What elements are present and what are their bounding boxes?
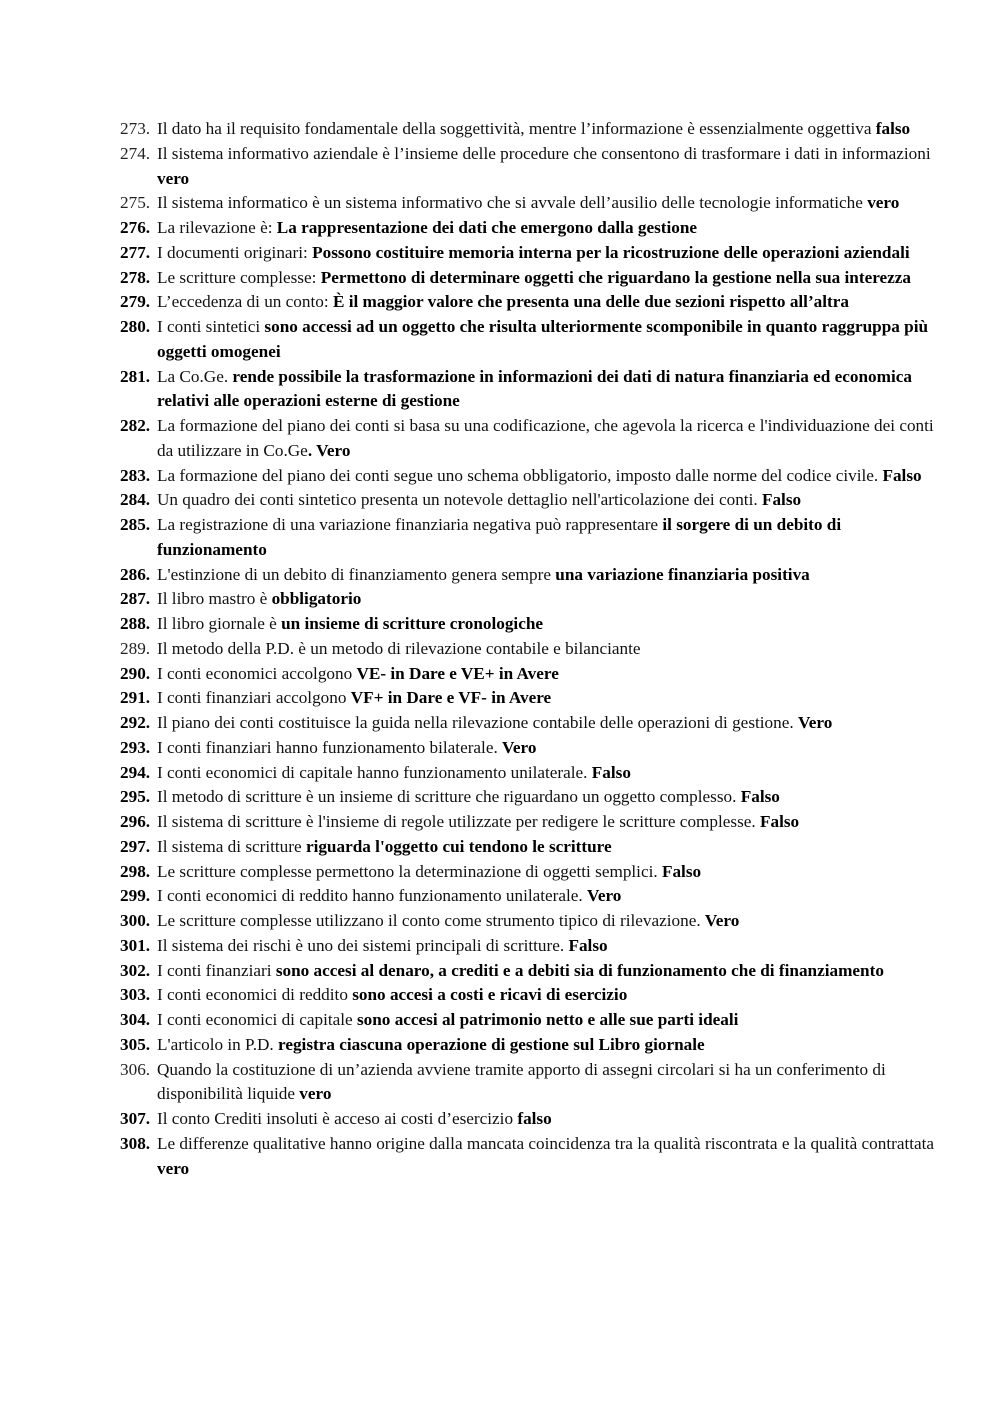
list-item xyxy=(120,761,950,786)
question-text: I documenti originari: xyxy=(157,242,313,262)
item-text xyxy=(157,365,950,415)
item-text xyxy=(157,1008,950,1033)
answer-text: VE- in Dare e VE+ in Avere xyxy=(356,663,559,683)
answer-text: vero xyxy=(299,1084,332,1104)
question-text: Il sistema di scritture è l'insieme di regole utilizzate per redigere le scritture complesse. xyxy=(157,812,760,831)
item-number: 278. xyxy=(120,267,151,287)
answer-text: sono accesi al denaro, a crediti e a debiti sia di funzionamento che di finanziamento xyxy=(275,960,884,980)
question-text: I conti economici di reddito hanno funzionamento unilaterale. xyxy=(157,886,588,906)
item-text xyxy=(157,117,950,142)
item-text xyxy=(157,1033,950,1058)
list-item xyxy=(120,216,950,241)
item-text xyxy=(157,959,950,984)
item-number: 293. xyxy=(120,737,151,757)
item-text xyxy=(157,662,950,687)
item-text xyxy=(157,513,950,563)
question-text: Il sistema informativo aziendale è l’insieme delle procedure che consentono di trasformare i dati in informazioni xyxy=(157,143,931,163)
question-text: Le scritture complesse: xyxy=(157,267,321,287)
question-text: La rilevazione è: xyxy=(157,218,277,237)
answer-text: falso xyxy=(875,119,911,138)
question-text: Le scritture complesse permettono la determinazione di oggetti semplici. xyxy=(157,861,662,881)
list-item xyxy=(120,934,950,959)
item-number: 285. xyxy=(120,515,151,534)
question-text: L'articolo in P.D. xyxy=(157,1034,279,1054)
list-item xyxy=(120,810,950,835)
question-text: I conti finanziari xyxy=(157,960,276,980)
question-text: Il sistema informatico è un sistema informativo che si avvale dell’ausilio delle tecnologie informatiche xyxy=(157,193,868,213)
item-number: 279. xyxy=(120,292,151,312)
list-item xyxy=(120,711,950,736)
question-text: I conti finanziari hanno funzionamento bilaterale. xyxy=(157,737,503,757)
question-text: I conti economici di capitale xyxy=(157,1010,357,1029)
list-item xyxy=(120,142,950,192)
list-item xyxy=(120,909,950,934)
answer-text: È il maggior valore che presenta una delle due sezioni rispetto all’altra xyxy=(332,292,849,312)
item-number: 299. xyxy=(120,886,151,906)
answer-text: sono accesi al patrimonio netto e alle sue parti ideali xyxy=(356,1010,739,1029)
list-item xyxy=(120,414,950,464)
list-item xyxy=(120,959,950,984)
item-text xyxy=(157,1058,950,1108)
answer-text: sono accesi a costi e ricavi di esercizio xyxy=(352,985,628,1005)
question-text: L’eccedenza di un conto: xyxy=(157,292,333,312)
item-number: 288. xyxy=(120,614,151,633)
item-text xyxy=(157,266,950,291)
item-number: 275. xyxy=(120,193,151,213)
list-item xyxy=(120,315,950,365)
item-number: 284. xyxy=(120,490,151,510)
answer-text: Vero xyxy=(704,911,740,930)
question-text: Il dato ha il requisito fondamentale della soggettività, mentre l’informazione è essenzialmente oggettiva xyxy=(157,119,876,138)
list-item xyxy=(120,1132,950,1182)
question-list xyxy=(120,117,950,1181)
question-text: Le differenze qualitative hanno origine dalla mancata coincidenza tra la qualità riscontrata e la qualità contrattata xyxy=(157,1133,935,1153)
item-text xyxy=(157,241,950,266)
question-text: Il conto Crediti insoluti è acceso ai costi d’esercizio xyxy=(157,1109,518,1128)
list-item xyxy=(120,563,950,588)
question-text: I conti economici di reddito xyxy=(157,985,353,1005)
answer-text: Falso xyxy=(740,787,780,807)
answer-text: registra ciascuna operazione di gestione sul Libro giornale xyxy=(278,1034,705,1054)
answer-text: Falso xyxy=(568,935,608,955)
item-number: 282. xyxy=(120,416,151,435)
item-number: 304. xyxy=(120,1010,151,1029)
item-text xyxy=(157,612,950,637)
item-text xyxy=(157,983,950,1008)
item-number: 280. xyxy=(120,317,151,336)
item-number: 307. xyxy=(120,1109,151,1128)
item-number: 289. xyxy=(120,638,151,658)
item-number: 297. xyxy=(120,836,151,856)
item-text xyxy=(157,711,950,736)
answer-text: . Vero xyxy=(307,440,351,460)
item-text xyxy=(157,785,950,810)
question-text: Il metodo della P.D. è un metodo di rilevazione contabile e bilanciante xyxy=(157,638,641,658)
answer-text: Falso xyxy=(591,762,631,782)
item-number: 283. xyxy=(120,465,151,485)
item-number: 277. xyxy=(120,242,151,262)
item-text xyxy=(157,414,950,464)
item-number: 274. xyxy=(120,143,151,163)
list-item xyxy=(120,1058,950,1108)
list-item xyxy=(120,241,950,266)
question-text: Il sistema di scritture xyxy=(157,836,306,856)
answer-text: il sorgere di un debito di funzionamento xyxy=(157,515,842,559)
answer-text: Permettono di determinare oggetti che riguardano la gestione nella sua interezza xyxy=(320,267,912,287)
item-number: 291. xyxy=(120,688,151,708)
list-item xyxy=(120,365,950,415)
list-item xyxy=(120,860,950,885)
item-text xyxy=(157,191,950,216)
question-text: La formazione del piano dei conti segue uno schema obbligatorio, imposto dalle norme del codice civile. xyxy=(157,465,883,485)
item-number: 276. xyxy=(120,218,151,237)
list-item xyxy=(120,117,950,142)
question-text: Il libro giornale è xyxy=(157,614,282,633)
answer-text: La rappresentazione dei dati che emergono dalla gestione xyxy=(276,218,698,237)
item-text xyxy=(157,835,950,860)
list-item xyxy=(120,488,950,513)
list-item xyxy=(120,662,950,687)
answer-text: vero xyxy=(157,168,190,188)
answer-text: obbligatorio xyxy=(271,589,362,609)
item-number: 303. xyxy=(120,985,151,1005)
question-text: La Co.Ge. xyxy=(157,366,233,386)
answer-text: una variazione finanziaria positiva xyxy=(555,564,810,584)
list-item xyxy=(120,1033,950,1058)
item-number: 273. xyxy=(120,119,151,138)
item-number: 294. xyxy=(120,762,151,782)
question-text: I conti sintetici xyxy=(157,317,265,336)
list-item xyxy=(120,983,950,1008)
question-text: Il metodo di scritture è un insieme di scritture che riguardano un oggetto complesso. xyxy=(157,787,741,807)
question-text: I conti economici accolgono xyxy=(157,663,357,683)
question-text: I conti finanziari accolgono xyxy=(157,688,351,708)
item-number: 305. xyxy=(120,1034,151,1054)
item-number: 286. xyxy=(120,564,151,584)
question-text: I conti economici di capitale hanno funzionamento unilaterale. xyxy=(157,762,592,782)
list-item xyxy=(120,785,950,810)
list-item xyxy=(120,587,950,612)
answer-text: Falso xyxy=(760,812,800,831)
question-text: Quando la costituzione di un’azienda avviene tramite apporto di assegni circolari si ha un conferimento di disponibilità liquide xyxy=(157,1059,886,1104)
question-text: Le scritture complesse utilizzano il conto come strumento tipico di rilevazione. xyxy=(157,911,705,930)
item-number: 296. xyxy=(120,812,151,831)
item-number: 281. xyxy=(120,366,151,386)
question-text: L'estinzione di un debito di finanziamento genera sempre xyxy=(157,564,556,584)
item-number: 300. xyxy=(120,911,151,930)
answer-text: sono accessi ad un oggetto che risulta ulteriormente scomponibile in quanto raggruppa più oggetti omogenei xyxy=(157,317,929,361)
item-text xyxy=(157,637,950,662)
item-number: 301. xyxy=(120,935,151,955)
item-text xyxy=(157,736,950,761)
item-number: 287. xyxy=(120,589,151,609)
item-text xyxy=(157,884,950,909)
item-text xyxy=(157,1107,950,1132)
answer-text: Falso xyxy=(661,861,702,881)
list-item xyxy=(120,191,950,216)
answer-text: un insieme di scritture cronologiche xyxy=(281,614,544,633)
list-item xyxy=(120,1107,950,1132)
list-item xyxy=(120,266,950,291)
question-text: Il piano dei conti costituisce la guida nella rilevazione contabile delle operazioni di gestione. xyxy=(157,713,798,732)
item-text xyxy=(157,686,950,711)
item-text xyxy=(157,761,950,786)
item-number: 298. xyxy=(120,861,151,881)
item-text xyxy=(157,464,950,489)
item-number: 308. xyxy=(120,1133,151,1153)
item-text xyxy=(157,934,950,959)
list-item xyxy=(120,464,950,489)
item-text xyxy=(157,860,950,885)
answer-text: Falso xyxy=(761,490,802,510)
answer-text: Vero xyxy=(797,713,833,732)
question-text: Un quadro dei conti sintetico presenta un notevole dettaglio nell'articolazione dei conti. xyxy=(157,490,762,510)
list-item xyxy=(120,835,950,860)
item-number: 290. xyxy=(120,663,151,683)
list-item xyxy=(120,612,950,637)
item-text xyxy=(157,909,950,934)
list-item xyxy=(120,884,950,909)
question-text: Il libro mastro è xyxy=(157,589,272,609)
answer-text: Possono costituire memoria interna per la ricostruzione delle operazioni aziendali xyxy=(312,242,910,262)
answer-text: Vero xyxy=(587,886,622,906)
list-item xyxy=(120,1008,950,1033)
answer-text: Falso xyxy=(882,465,922,485)
question-text: La formazione del piano dei conti si basa su una codificazione, che agevola la ricerca e l'individuazione dei conti da utilizzare in Co.Ge xyxy=(157,416,934,460)
answer-text: VF+ in Dare e VF- in Avere xyxy=(350,688,552,708)
item-text xyxy=(157,563,950,588)
answer-text: vero xyxy=(157,1158,190,1178)
list-item xyxy=(120,513,950,563)
answer-text: riguarda l'oggetto cui tendono le scritture xyxy=(305,836,612,856)
answer-text: Vero xyxy=(502,737,537,757)
list-item xyxy=(120,736,950,761)
item-text xyxy=(157,142,950,192)
answer-text: rende possibile la trasformazione in informazioni dei dati di natura finanziaria ed economica relativi alle operazioni esterne di gestione xyxy=(157,366,912,411)
item-text xyxy=(157,587,950,612)
item-text xyxy=(157,315,950,365)
item-number: 292. xyxy=(120,713,151,732)
item-text xyxy=(157,290,950,315)
question-text: Il sistema dei rischi è uno dei sistemi principali di scritture. xyxy=(157,935,569,955)
answer-text: falso xyxy=(517,1109,552,1128)
item-text xyxy=(157,488,950,513)
list-item xyxy=(120,686,950,711)
item-text xyxy=(157,1132,950,1182)
answer-text: vero xyxy=(867,193,900,213)
question-text: La registrazione di una variazione finanziaria negativa può rappresentare xyxy=(157,515,663,534)
list-item xyxy=(120,290,950,315)
item-number: 306. xyxy=(120,1059,151,1079)
list-item xyxy=(120,637,950,662)
item-number: 295. xyxy=(120,787,151,807)
item-number: 302. xyxy=(120,960,151,980)
item-text xyxy=(157,216,950,241)
item-text xyxy=(157,810,950,835)
